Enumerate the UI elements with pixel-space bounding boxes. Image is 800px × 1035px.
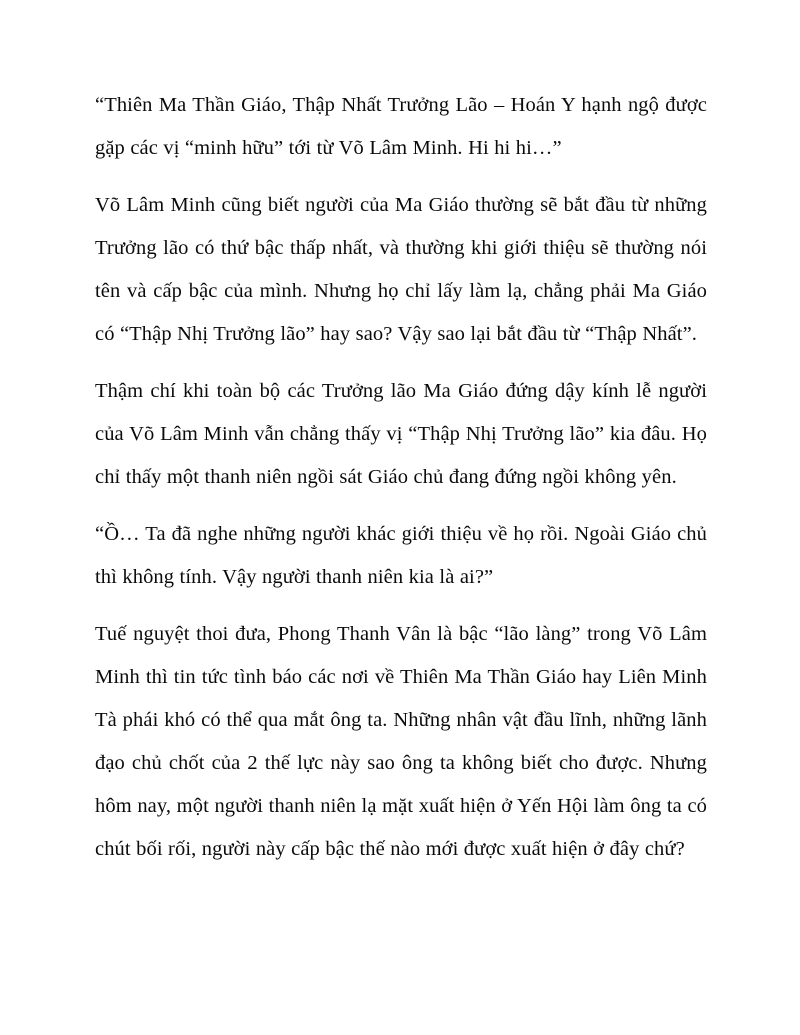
paragraph-4: “Ồ… Ta đã nghe những người khác giới thiệu về họ rồi. Ngoài Giáo chủ thì không tính. Vậy người thanh niên kia là ai?” [95, 523, 707, 588]
paragraph-3: Thậm chí khi toàn bộ các Trưởng lão Ma Giáo đứng dậy kính lễ người của Võ Lâm Minh vẫn chẳng thấy vị “Thập Nhị Trưởng lão” kia đâu. Họ chỉ thấy một thanh niên ngồi sát Giáo chủ đang đứng ngồi không yên. [95, 380, 707, 488]
paragraph-2: Võ Lâm Minh cũng biết người của Ma Giáo thường sẽ bắt đầu từ những Trưởng lão có thứ bậc thấp nhất, và thường khi giới thiệu sẽ thường nói tên và cấp bậc của mình. Nhưng họ chỉ lấy làm lạ, chẳng phải Ma Giáo có “Thập Nhị Trưởng lão” hay sao? Vậy sao lại bắt đầu từ “Thập Nhất”. [95, 194, 707, 345]
paragraph-5: Tuế nguyệt thoi đưa, Phong Thanh Vân là bậc “lão làng” trong Võ Lâm Minh thì tin tức tình báo các nơi về Thiên Ma Thần Giáo hay Liên Minh Tà phái khó có thể qua mắt ông ta. Những nhân vật đầu lĩnh, những lãnh đạo chủ chốt của 2 thế lực này sao ông ta không biết cho được. Nhưng hôm nay, một người thanh niên lạ mặt xuất hiện ở Yến Hội làm ông ta có chút bối rối, người này cấp bậc thế nào mới được xuất hiện ở đây chứ? [95, 623, 707, 860]
paragraph-1: “Thiên Ma Thần Giáo, Thập Nhất Trưởng Lão – Hoán Y hạnh ngộ được gặp các vị “minh hữu” tới từ Võ Lâm Minh. Hi hi hi…” [95, 94, 707, 159]
page-text-body [95, 84, 707, 871]
